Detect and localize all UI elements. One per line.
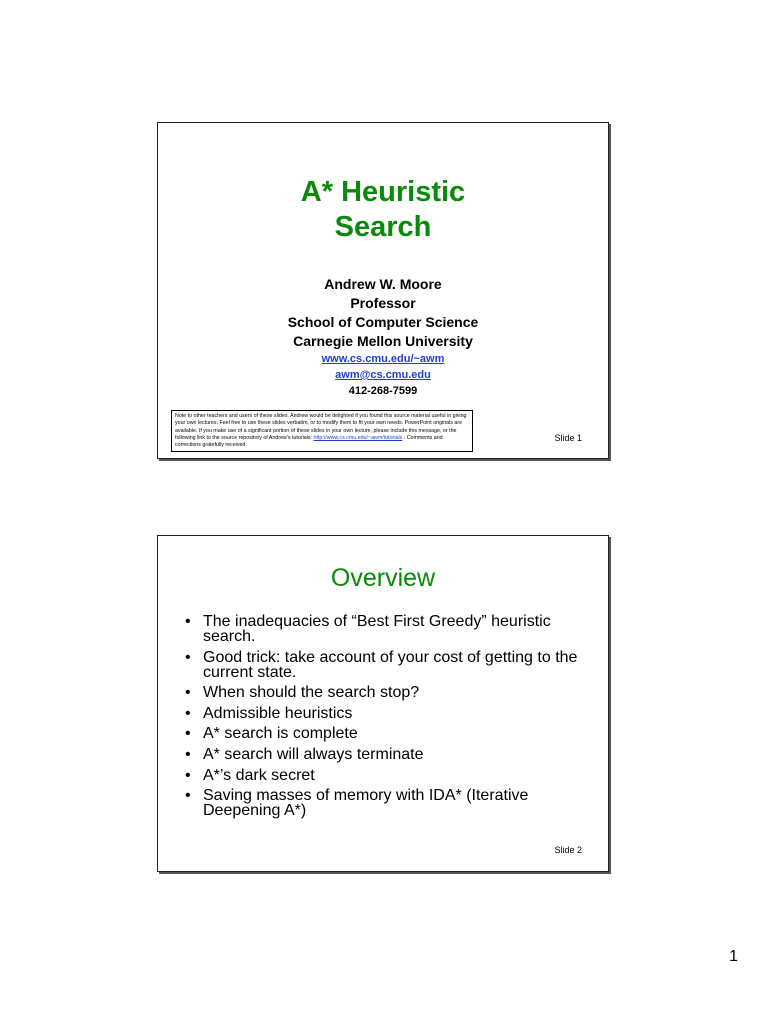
author-university: Carnegie Mellon University xyxy=(293,333,473,349)
slide-1-number: Slide 1 xyxy=(554,433,582,443)
author-role: Professor xyxy=(350,295,416,311)
teacher-note-tail: . Comments and corrections gratefully received. xyxy=(175,434,443,449)
slide-2-number: Slide 2 xyxy=(554,845,582,855)
author-name: Andrew W. Moore xyxy=(324,276,442,292)
bullet-item: • Saving masses of memory with IDA* (Iterative Deepening A*) xyxy=(182,788,592,818)
overview-bullet-list xyxy=(182,614,592,824)
bullet-item: • A* search is complete xyxy=(182,726,592,741)
slide-1-title-line-2: Search xyxy=(334,211,432,243)
teacher-note xyxy=(171,410,473,452)
bullet-item: • Good trick: take account of your cost of getting to the current state. xyxy=(182,650,592,680)
slide-2-title: Overview xyxy=(330,564,436,592)
bullet-item: • A* search will always terminate xyxy=(182,747,592,762)
website-link[interactable]: www.cs.cmu.edu/~awm xyxy=(321,353,445,365)
teacher-note-text: Note to other teachers and users of these slides. Andrew would be delighted if you found this source material useful in giving your own lectures. Feel free to use these slides verbatim, or to modify them to fit your own needs. PowerPoint originals are available. If you make use of a significant portion of these slides in your own lecture, please include this message, or the following link to the source repository of Andrew's tutorials: xyxy=(175,413,467,441)
phone-number: 412-268-7599 xyxy=(348,385,418,397)
bullet-item: • Admissible heuristics xyxy=(182,706,592,721)
author-department: School of Computer Science xyxy=(287,314,479,330)
slide-2 xyxy=(157,535,609,872)
tutorials-link[interactable]: http://www.cs.cmu.edu/~awm/tutorials xyxy=(313,434,403,441)
slide-1 xyxy=(157,122,609,459)
slide-1-title xyxy=(158,175,608,245)
bullet-item: • When should the search stop? xyxy=(182,685,592,700)
bullet-item: • A*’s dark secret xyxy=(182,768,592,783)
slide-1-title-line-1: A* Heuristic xyxy=(300,176,466,208)
email-link[interactable]: awm@cs.cmu.edu xyxy=(335,369,431,381)
page-number: 1 xyxy=(729,948,738,965)
author-block xyxy=(158,275,608,399)
bullet-item: • The inadequacies of “Best First Greedy” heuristic search. xyxy=(182,614,592,644)
